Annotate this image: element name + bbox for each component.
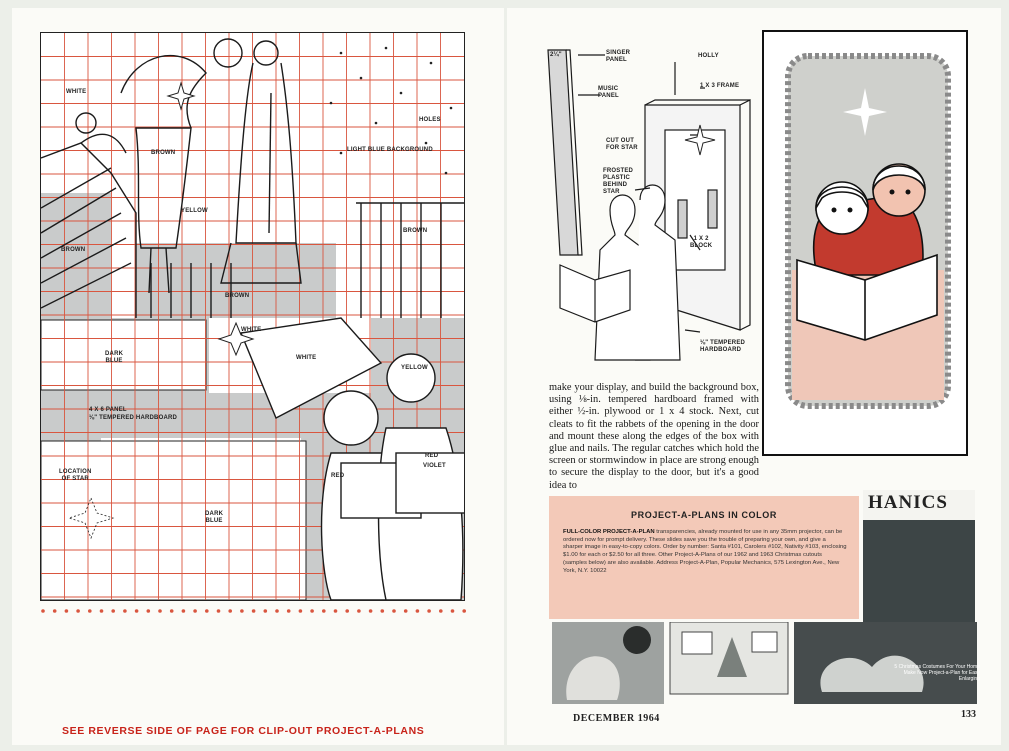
label-brown-shepherd: BROWN bbox=[151, 150, 176, 156]
cut-line-dot bbox=[310, 609, 314, 613]
cut-line-dot bbox=[135, 609, 139, 613]
cut-line-dot bbox=[287, 609, 291, 613]
cut-line-dot bbox=[53, 609, 57, 613]
cut-line-dot bbox=[334, 609, 338, 613]
issue-date: DECEMBER 1964 bbox=[573, 713, 660, 724]
cut-line-dot bbox=[170, 609, 174, 613]
page-number: 133 bbox=[961, 709, 976, 720]
label-white-top: WHITE bbox=[66, 89, 87, 95]
label-brown-bottom: BROWN bbox=[225, 293, 250, 299]
label-dark-blue-mid: DARK BLUE bbox=[105, 351, 124, 364]
label-yellow-boy: YELLOW bbox=[401, 365, 428, 371]
cut-line-dot bbox=[345, 609, 349, 613]
cut-line-dot bbox=[41, 609, 45, 613]
cut-line-dot bbox=[416, 609, 420, 613]
cut-line-dot bbox=[65, 609, 69, 613]
label-white-star: WHITE bbox=[241, 327, 262, 333]
ad-body bbox=[563, 529, 847, 575]
label-dark-blue-low: DARK BLUE bbox=[205, 511, 224, 524]
label-location-of-star: LOCATION OF STAR bbox=[59, 469, 92, 482]
cut-line-dot bbox=[158, 609, 162, 613]
sample-photos bbox=[552, 622, 977, 704]
label-white-sign: WHITE bbox=[296, 355, 317, 361]
ad-text: transparencies, already mounted for use in any 35mm projector, can be ordered now for prompt delivery. These slides save you the trouble of preparing your own, and give a sharper image in easy-to-copy colors. Order by number: Santa #101, Carolers #102, Nativity #103, enclosing $1.00 for each or $2.50 for all three. Other Project-A-Plans of our 1962 and 1963 Christmas cutouts (samples below) are also available. Address Project-A-Plan, Popular Mechanics, 575 Lexington Ave., New York, N.Y. 10022 bbox=[563, 529, 847, 574]
cut-line-dot bbox=[462, 609, 466, 613]
label-violet: VIOLET bbox=[423, 463, 446, 469]
label-block: 1 X 2 BLOCK bbox=[690, 236, 713, 249]
pattern-illustration bbox=[41, 33, 464, 600]
cut-line-dot bbox=[392, 609, 396, 613]
cut-line-dot bbox=[322, 609, 326, 613]
cut-line-dot bbox=[369, 609, 373, 613]
label-cut-out: CUT OUT FOR STAR bbox=[606, 138, 638, 151]
label-singer-panel: SINGER PANEL bbox=[606, 50, 631, 63]
cut-line-dot bbox=[76, 609, 80, 613]
cut-line-dot bbox=[88, 609, 92, 613]
ad-lead: FULL-COLOR PROJECT-A-PLAN bbox=[563, 529, 655, 535]
cut-line-dot bbox=[123, 609, 127, 613]
carolers-card bbox=[762, 30, 968, 456]
label-red-girl: RED bbox=[331, 473, 345, 479]
cut-line-dot bbox=[427, 609, 431, 613]
cut-line-dot bbox=[205, 609, 209, 613]
cut-line-dot bbox=[252, 609, 256, 613]
label-brown-left: BROWN bbox=[61, 247, 86, 253]
article-body-text: make your display, and build the background box, using ⅛-in. tempered hardboard framed with either ½-in. plywood or 1 x 4 stock. Next, cut cleats to fit the rabbets of the opening in the door and mount these along the edges of the box with glue and nails. The regular catches which hold the screen or stormwindow in place are strong enough to secure the display to the door, but it's a good idea to bbox=[549, 382, 759, 491]
cut-line-dot bbox=[275, 609, 279, 613]
label-brown-fence: BROWN bbox=[403, 228, 428, 234]
cut-line-dot bbox=[264, 609, 268, 613]
label-hardboard: ⅛" TEMPERED HARDBOARD bbox=[700, 340, 746, 353]
project-a-plans-ad bbox=[549, 496, 859, 619]
cut-line-dot bbox=[240, 609, 244, 613]
photo-caption: 5 Christmas Costumes For Your Home Make Now Project-a-Plan for Easy Enlarging bbox=[894, 664, 980, 682]
label-holly: HOLLY bbox=[698, 53, 719, 59]
label-panel-material: ⅛" TEMPERED HARDBOARD bbox=[89, 415, 178, 421]
pattern-grid-panel bbox=[40, 32, 465, 601]
cut-line-dot bbox=[228, 609, 232, 613]
cut-line-dot bbox=[404, 609, 408, 613]
cut-line-dot bbox=[299, 609, 303, 613]
label-holes: HOLES bbox=[419, 117, 441, 123]
footer-note: SEE REVERSE SIDE OF PAGE FOR CLIP-OUT PROJECT-A-PLANS bbox=[62, 725, 425, 737]
cut-line-dot bbox=[451, 609, 455, 613]
label-red-boy: RED bbox=[425, 453, 439, 459]
ad-title: PROJECT-A-PLANS IN COLOR bbox=[631, 510, 777, 520]
cut-line-dot bbox=[381, 609, 385, 613]
cut-line-dot bbox=[182, 609, 186, 613]
cut-line-dot bbox=[111, 609, 115, 613]
label-frosted-plastic: FROSTED PLASTIC BEHIND STAR bbox=[603, 168, 634, 195]
label-yellow-robe: YELLOW bbox=[181, 208, 208, 214]
cut-line-dot bbox=[193, 609, 197, 613]
magazine-title: HANICS bbox=[868, 492, 948, 513]
label-light-blue-background: LIGHT BLUE BACKGROUND bbox=[347, 147, 433, 153]
label-panel-size: 4 X 6 PANEL bbox=[89, 407, 127, 413]
cut-line-dot bbox=[147, 609, 151, 613]
label-music-panel: MUSIC PANEL bbox=[598, 86, 619, 99]
label-frame: 1 X 3 FRAME bbox=[700, 83, 740, 89]
cut-line-dot bbox=[439, 609, 443, 613]
label-dimension: 2¼" bbox=[550, 52, 562, 58]
cut-line-dot bbox=[357, 609, 361, 613]
cut-line-dot bbox=[100, 609, 104, 613]
dotted-cut-line bbox=[40, 608, 470, 614]
cut-line-dot bbox=[217, 609, 221, 613]
